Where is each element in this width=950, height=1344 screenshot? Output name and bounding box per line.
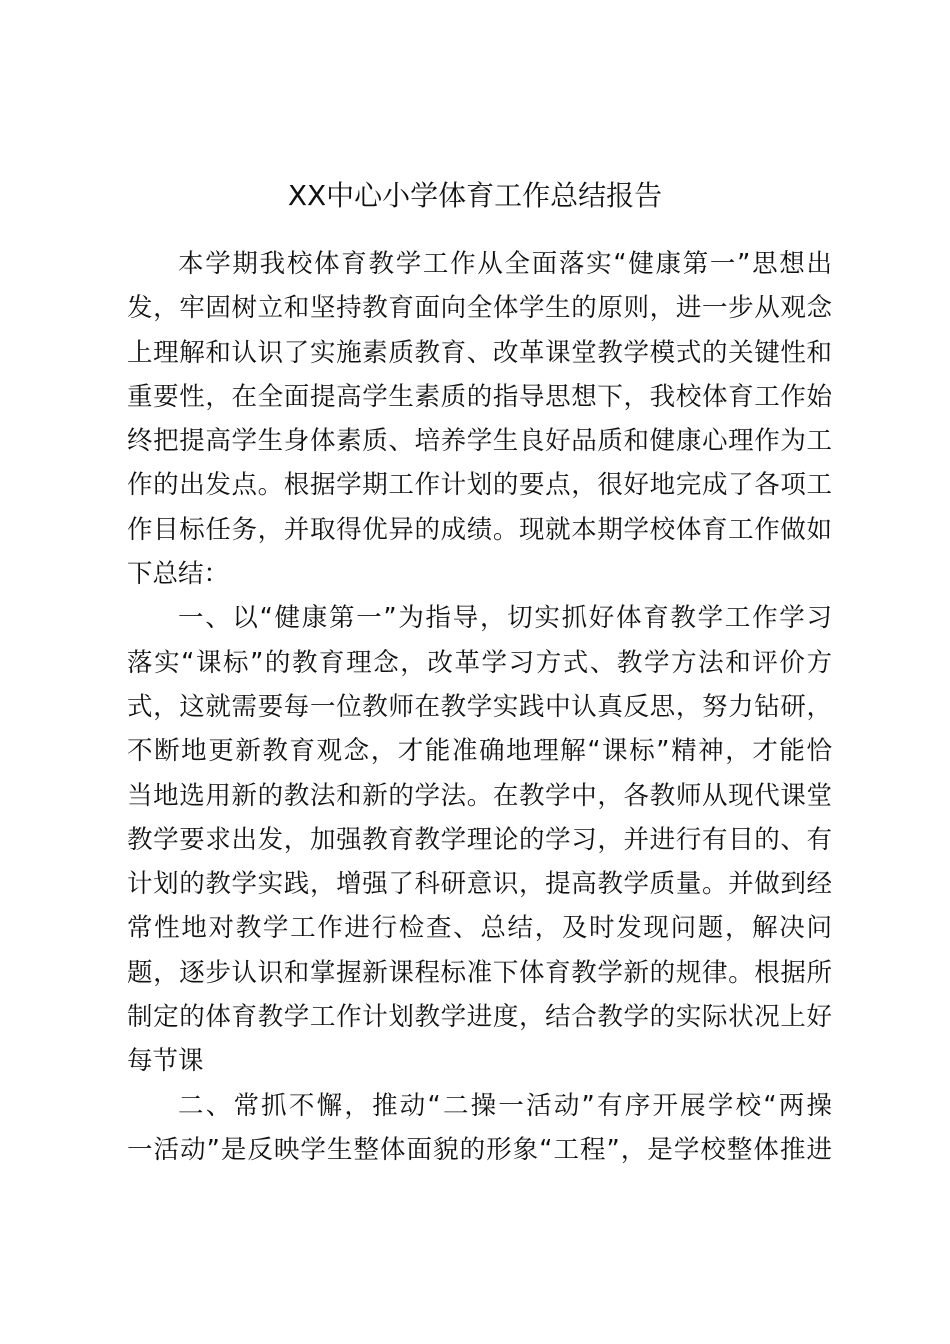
- document-body: [127, 242, 832, 1172]
- paragraph-line: 作的出发点。根据学期工作计划的要点，很好地完成了各项工: [127, 470, 832, 501]
- paragraph-line: 计划的教学实践，增强了科研意识，提高教学质量。并做到经: [127, 869, 832, 900]
- paragraph-line: 不断地更新教育观念，才能准确地理解“课标”精神，才能恰: [127, 736, 832, 767]
- paragraph-line: 一、以“健康第一”为指导，切实抓好体育教学工作学习: [178, 603, 832, 634]
- paragraph-line: 二、常抓不懈，推动“二操一活动”有序开展学校“两操: [178, 1090, 832, 1121]
- paragraph-line: 制定的体育教学工作计划教学进度，结合教学的实际状况上好: [127, 1002, 832, 1033]
- document-title: XX中心小学体育工作总结报告: [287, 179, 663, 212]
- paragraph-line: 作目标任务，并取得优异的成绩。现就本期学校体育工作做如: [127, 514, 832, 545]
- paragraph-line: 当地选用新的教法和新的学法。在教学中，各教师从现代课堂: [127, 780, 832, 811]
- paragraph-line: 题，逐步认识和掌握新课程标准下体育教学新的规律。根据所: [127, 957, 832, 988]
- paragraph-line: 每节课: [127, 1046, 204, 1077]
- paragraph-line: 教学要求出发，加强教育教学理论的学习，并进行有目的、有: [127, 824, 832, 855]
- paragraph-line: 下总结：: [127, 559, 230, 590]
- paragraph-line: 发，牢固树立和坚持教育面向全体学生的原则，进一步从观念: [127, 293, 832, 324]
- paragraph-line: 上理解和认识了实施素质教育、改革课堂教学模式的关键性和: [127, 337, 832, 368]
- paragraph-line: 本学期我校体育教学工作从全面落实“健康第一”思想出: [178, 249, 832, 279]
- paragraph-line: 落实“课标”的教育理念，改革学习方式、教学方法和评价方: [127, 647, 832, 678]
- paragraph-line: 终把提高学生身体素质、培养学生良好品质和健康心理作为工: [127, 426, 832, 457]
- paragraph-line: 重要性，在全面提高学生素质的指导思想下，我校体育工作始: [127, 381, 832, 412]
- paragraph-line: 常性地对教学工作进行检查、总结，及时发现问题，解决问: [127, 913, 832, 944]
- paragraph-line: 式，这就需要每一位教师在教学实践中认真反思，努力钻研，: [127, 691, 832, 722]
- paragraph-line: 一活动”是反映学生整体面貌的形象“工程”，是学校整体推进: [127, 1134, 832, 1165]
